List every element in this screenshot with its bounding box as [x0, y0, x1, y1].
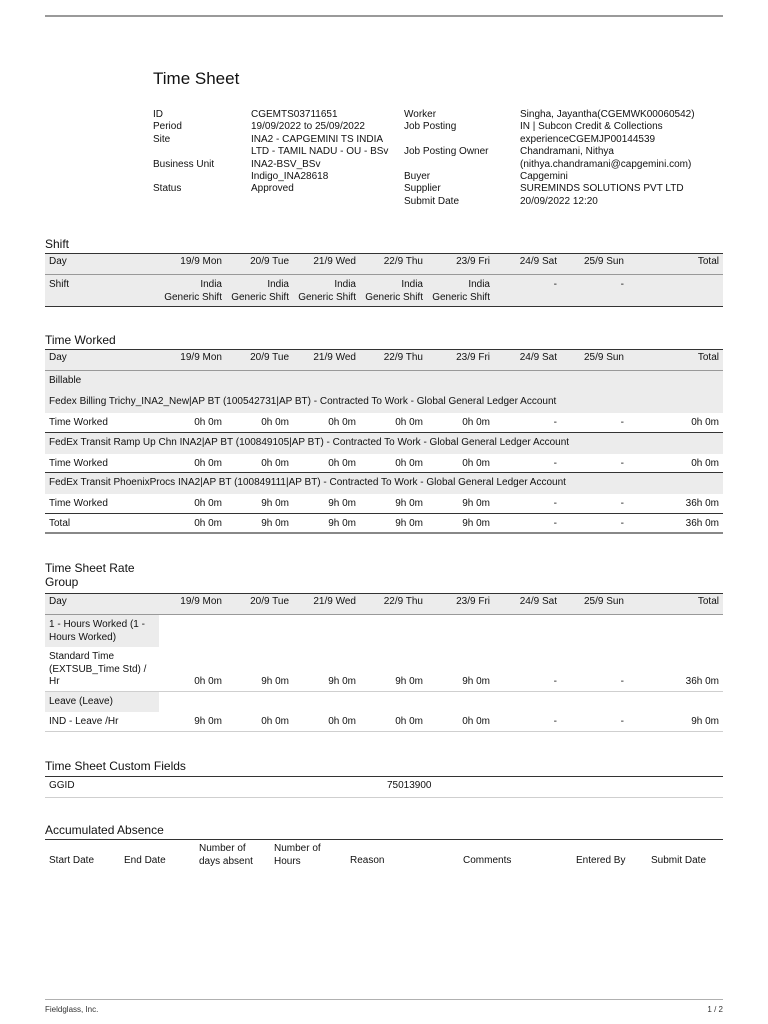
time-worked-label: Time Worked: [45, 413, 159, 433]
job-posting-line2: experienceCGEMJP00144539: [520, 133, 656, 145]
col-hours: Number of Hours: [274, 843, 321, 867]
shift-row-label: Shift: [45, 275, 159, 307]
top-rule: [45, 15, 723, 17]
footer-rule: [45, 999, 723, 1000]
hours-worked-group-row: [45, 615, 723, 648]
col-header-sun: 25/9 Sun: [561, 350, 628, 371]
shift-cell: India Generic Shift: [427, 275, 494, 307]
billable-label: Billable: [45, 371, 226, 392]
time-cell: 9h 0m: [427, 494, 494, 514]
time-cell: 9h 0m: [226, 647, 293, 691]
time-cell: 0h 0m: [427, 413, 494, 433]
business-unit-label: Business Unit: [153, 158, 215, 170]
time-cell: -: [494, 647, 561, 691]
shift-cell: -: [561, 275, 628, 307]
shift-cell: India Generic Shift: [226, 275, 293, 307]
time-cell: 0h 0m: [159, 494, 226, 514]
col-header-sat: 24/9 Sat: [494, 350, 561, 371]
col-header-tue: 20/9 Tue: [226, 350, 293, 371]
col-start-date: Start Date: [49, 855, 95, 866]
col-reason: Reason: [350, 855, 385, 866]
time-cell: 9h 0m: [628, 712, 723, 731]
shift-header-row: [45, 254, 723, 275]
col-header-sun: 25/9 Sun: [561, 594, 628, 615]
time-cell: 9h 0m: [226, 494, 293, 514]
leave-row: [45, 712, 723, 731]
time-cell: -: [494, 413, 561, 433]
time-worked-row: [45, 413, 723, 433]
time-cell: 0h 0m: [226, 453, 293, 473]
time-worked-label: Time Worked: [45, 494, 159, 514]
supplier-value: SUREMINDS SOLUTIONS PVT LTD: [520, 183, 684, 195]
time-cell: 9h 0m: [293, 494, 360, 514]
absence-header-row: [45, 839, 723, 867]
time-cell: 0h 0m: [360, 453, 427, 473]
job-posting-owner-line2: (nithya.chandramani@capgemini.com): [520, 158, 692, 170]
time-cell: -: [561, 453, 628, 473]
total-cell: 9h 0m: [427, 513, 494, 533]
time-cell: 0h 0m: [159, 647, 226, 691]
custom-fields-row: [45, 776, 723, 798]
time-cell: 0h 0m: [427, 453, 494, 473]
leave-group-row: [45, 691, 723, 712]
account-row: [45, 432, 723, 453]
time-cell: 9h 0m: [427, 647, 494, 691]
total-cell: -: [494, 513, 561, 533]
accumulated-absence-section-title: Accumulated Absence: [45, 823, 164, 837]
account-label: Fedex Billing Trichy_INA2_New|AP BT (100542731|AP BT) - Contracted To Work - Global General Ledger Account: [45, 392, 723, 413]
day-header: Day: [45, 254, 159, 275]
col-header-mon: 19/9 Mon: [159, 254, 226, 275]
total-label: Total: [45, 513, 159, 533]
shift-table: [45, 253, 723, 307]
worker-label: Worker: [404, 109, 437, 120]
col-header-thu: 22/9 Thu: [360, 254, 427, 275]
footer-company: Fieldglass, Inc.: [45, 1005, 99, 1014]
time-cell: 0h 0m: [159, 453, 226, 473]
buyer-value: Capgemini: [520, 171, 568, 182]
time-cell: 0h 0m: [628, 453, 723, 473]
col-header-mon: 19/9 Mon: [159, 350, 226, 371]
total-cell: 9h 0m: [293, 513, 360, 533]
ggid-value: 75013900: [387, 780, 432, 791]
time-cell: 0h 0m: [293, 413, 360, 433]
leave-label: IND - Leave /Hr: [45, 712, 159, 731]
job-posting-line1: IN | Subcon Credit & Collections: [520, 121, 663, 133]
time-cell: -: [494, 712, 561, 731]
time-worked-label: Time Worked: [45, 453, 159, 473]
time-cell: 9h 0m: [360, 647, 427, 691]
site-label: Site: [153, 133, 171, 145]
shift-cell: India Generic Shift: [293, 275, 360, 307]
time-cell: 0h 0m: [628, 413, 723, 433]
id-value: CGEMTS03711651: [251, 109, 338, 120]
buyer-label: Buyer: [404, 171, 431, 182]
col-entered-by: Entered By: [576, 855, 626, 866]
time-worked-section-title: Time Worked: [45, 333, 116, 347]
status-value: Approved: [251, 183, 294, 195]
period-value: 19/09/2022 to 25/09/2022: [251, 121, 365, 133]
time-cell: -: [561, 647, 628, 691]
period-label: Period: [153, 121, 182, 133]
shift-row: [45, 275, 723, 307]
id-label: ID: [153, 109, 163, 120]
col-submit-date: Submit Date: [651, 855, 707, 866]
site-value-line1: INA2 - CAPGEMINI TS INDIA: [251, 133, 384, 145]
time-cell: 9h 0m: [159, 712, 226, 731]
business-unit-line2: Indigo_INA28618: [251, 171, 329, 182]
supplier-label: Supplier: [404, 183, 441, 195]
time-cell: 0h 0m: [226, 413, 293, 433]
total-cell: 9h 0m: [226, 513, 293, 533]
col-header-sat: 24/9 Sat: [494, 594, 561, 615]
col-header-fri: 23/9 Fri: [427, 594, 494, 615]
shift-cell: India Generic Shift: [360, 275, 427, 307]
shift-section-title: Shift: [45, 237, 70, 251]
time-cell: -: [494, 453, 561, 473]
hours-worked-group-label: 1 - Hours Worked (1 - Hours Worked): [45, 615, 159, 648]
total-cell: 36h 0m: [628, 513, 723, 533]
account-label: FedEx Transit Ramp Up Chn INA2|AP BT (100849105|AP BT) - Contracted To Work - Global General Ledger Account: [45, 432, 723, 453]
col-header-total: Total: [628, 594, 723, 615]
time-cell: 0h 0m: [293, 712, 360, 731]
page-title: Time Sheet: [153, 69, 240, 88]
time-cell: 0h 0m: [427, 712, 494, 731]
job-posting-owner-line1: Chandramani, Nithya: [520, 146, 614, 158]
col-header-tue: 20/9 Tue: [226, 594, 293, 615]
col-header-total: Total: [628, 350, 723, 371]
rate-group-section-title: Time Sheet Rate Group: [45, 561, 135, 589]
account-row: [45, 392, 723, 413]
account-row: [45, 473, 723, 494]
shift-cell: -: [494, 275, 561, 307]
worker-value: Singha, Jayantha(CGEMWK00060542): [520, 109, 695, 120]
time-cell: 0h 0m: [293, 453, 360, 473]
col-header-mon: 19/9 Mon: [159, 594, 226, 615]
page-number: 1 / 2: [707, 1005, 723, 1014]
col-header-wed: 21/9 Wed: [293, 350, 360, 371]
col-header-thu: 22/9 Thu: [360, 594, 427, 615]
status-label: Status: [153, 183, 182, 195]
time-cell: 0h 0m: [360, 712, 427, 731]
time-cell: 0h 0m: [159, 413, 226, 433]
col-header-sat: 24/9 Sat: [494, 254, 561, 275]
col-days-absent: Number of days absent: [199, 843, 253, 867]
col-header-sun: 25/9 Sun: [561, 254, 628, 275]
rate-group-table: [45, 593, 723, 732]
total-row: [45, 513, 723, 533]
shift-cell: India Generic Shift: [159, 275, 226, 307]
time-cell: -: [494, 494, 561, 514]
business-unit-line1: INA2-BSV_BSv: [251, 158, 321, 170]
col-header-fri: 23/9 Fri: [427, 350, 494, 371]
time-cell: -: [561, 712, 628, 731]
col-header-wed: 21/9 Wed: [293, 254, 360, 275]
leave-group-label: Leave (Leave): [45, 691, 159, 712]
custom-fields-section-title: Time Sheet Custom Fields: [45, 759, 186, 773]
rate-group-header-row: [45, 594, 723, 615]
time-cell: 9h 0m: [360, 494, 427, 514]
time-cell: 36h 0m: [628, 494, 723, 514]
standard-time-label: Standard Time (EXTSUB_Time Std) / Hr: [45, 647, 159, 691]
time-worked-row: [45, 494, 723, 514]
day-header: Day: [45, 594, 159, 615]
ggid-label: GGID: [49, 780, 75, 791]
col-end-date: End Date: [124, 855, 166, 866]
time-cell: -: [561, 413, 628, 433]
col-header-wed: 21/9 Wed: [293, 594, 360, 615]
account-label: FedEx Transit PhoenixProcs INA2|AP BT (100849111|AP BT) - Contracted To Work - Global General Ledger Account: [45, 473, 723, 494]
site-value-line2: LTD - TAMIL NADU - OU - BSv: [251, 146, 389, 158]
job-posting-label: Job Posting: [404, 121, 457, 133]
time-cell: 0h 0m: [226, 712, 293, 731]
col-comments: Comments: [463, 855, 512, 866]
time-cell: -: [561, 494, 628, 514]
col-header-thu: 22/9 Thu: [360, 350, 427, 371]
job-posting-owner-label: Job Posting Owner: [404, 146, 489, 158]
time-worked-header-row: [45, 350, 723, 371]
time-cell: 36h 0m: [628, 647, 723, 691]
shift-cell: [628, 275, 723, 307]
time-worked-table: [45, 349, 723, 534]
total-cell: -: [561, 513, 628, 533]
total-cell: 0h 0m: [159, 513, 226, 533]
col-header-tue: 20/9 Tue: [226, 254, 293, 275]
day-header: Day: [45, 350, 159, 371]
time-cell: 9h 0m: [293, 647, 360, 691]
billable-row: [45, 371, 723, 392]
submit-date-label: Submit Date: [404, 195, 460, 207]
standard-time-row: [45, 647, 723, 691]
col-header-total: Total: [628, 254, 723, 275]
time-cell: 0h 0m: [360, 413, 427, 433]
submit-date-value: 20/09/2022 12:20: [520, 195, 598, 207]
col-header-fri: 23/9 Fri: [427, 254, 494, 275]
total-cell: 9h 0m: [360, 513, 427, 533]
time-worked-row: [45, 453, 723, 473]
